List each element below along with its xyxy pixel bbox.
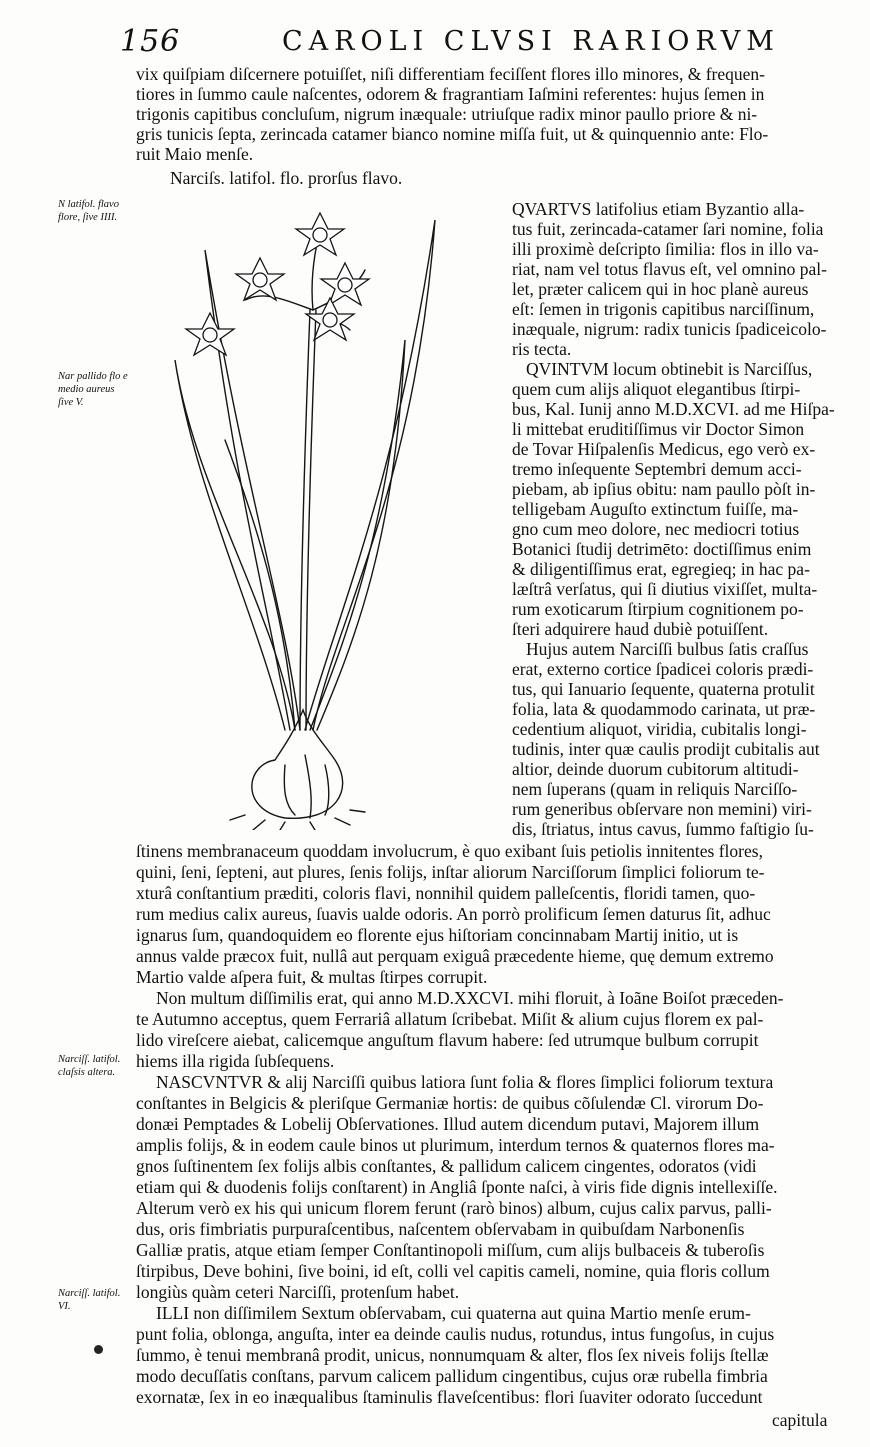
- text-line: annus valde præcox fuit, nullâ aut perquam exiguâ præcedente hieme, quę demum extremo: [136, 946, 774, 966]
- text-line: punt folia, oblonga, anguſta, inter ea deinde caulis nudus, rotundus, intus fungoſus, in cujus: [136, 1324, 775, 1344]
- text-line: & diligentiſſimus erat, egregieq; in hac pa-: [512, 559, 810, 579]
- text-line: hiems illa rigida ſubſequens.: [136, 1051, 335, 1071]
- text-line: quini, ſeni, ſepteni, aut plures, ſenis folijs, inſtar aliorum Narciſſorum ſimplici foliorum te-: [136, 862, 765, 882]
- running-title: CAROLI CLVSI RARIORVM: [282, 26, 780, 57]
- text-line: QVINTVM locum obtinebit is Narciſſus,: [526, 359, 813, 379]
- narcissus-woodcut-illustration: [135, 190, 500, 830]
- text-line: ſtirpibus, Deve bohini, ſive boini, id eſt, colli vel capitis cameli, nomine, quia floris collum: [136, 1261, 770, 1281]
- text-line: Non multum diſſimilis erat, qui anno M.D.XXCVI. mihi floruit, à Ioãne Boiſot præceden-: [156, 988, 784, 1008]
- text-line: vix quiſpiam diſcernere potuiſſet, niſi differentiam feciſſent flores illo minores, & frequen-: [136, 64, 766, 84]
- text-line: quem cum alijs aliquot elegantibus ſtirpi-: [512, 379, 801, 399]
- text-line: tudinis, inter quæ caulis prodijt cubitalis aut: [512, 739, 820, 759]
- text-line: ſtinens membranaceum quoddam involucrum, è quo exibant ſuis petiolis innitentes flores,: [136, 841, 763, 861]
- text-line: telligebam Auguſto extinctum fuiſſe, ma-: [512, 499, 799, 519]
- margin-note: Narciſſ. latifol. VI.: [58, 1288, 121, 1312]
- text-line: tus fuit, zerincada-catamer ſari nomine, folia: [512, 219, 824, 239]
- text-line: tus, qui Ianuario ſequente, quaterna protulit: [512, 679, 815, 699]
- text-line: de Tovar Hiſpalenſis Medicus, ego verò ex-: [512, 439, 816, 459]
- text-line: riat, nam vel totus flavus eſt, vel omnino pal-: [512, 259, 827, 279]
- text-line: rum exoticarum ſtirpium cognitionem po-: [512, 599, 804, 619]
- text-line: cedentium aliquot, viridia, cubitalis longi-: [512, 719, 807, 739]
- text-line: eſt: ſemen in trigonis capitibus narciſſinum,: [512, 299, 815, 319]
- text-line: Hujus autem Narciſſi bulbus ſatis craſſus: [526, 639, 809, 659]
- text-line: Martio valde aſpera fuit, & multas ſtirpes corrupit.: [136, 967, 488, 987]
- ink-blot: [94, 1345, 103, 1354]
- text-line: lido vireſcere aiebat, calicemque anguſtum flavum habere: ſed utrumque bulbum corrupit: [136, 1030, 759, 1050]
- text-line: inæquale, nigrum: radix tunicis ſpadiceicolo-: [512, 319, 827, 339]
- text-line: nem ſuperans (quam in reliquis Narciſſo-: [512, 779, 798, 799]
- text-line: dis, ſtriatus, intus cavus, ſummo faſtigio ſu-: [512, 819, 814, 839]
- text-line: læſtrâ verſatus, qui ſi diutius vixiſſet, multa-: [512, 579, 818, 599]
- text-line: etiam qui & duodenis folijs conſtarent) in Angliâ ſponte naſci, à viris fide dignis intellexiſſe.: [136, 1177, 778, 1197]
- text-line: conſtantes in Belgicis & pleriſque Germaniæ hortis: de quibus cõſulendæ Cl. virorum Do-: [136, 1093, 764, 1113]
- text-line: ruit Maio menſe.: [136, 144, 254, 164]
- text-line: longiùs quàm ceteri Narciſſi, protenſum habet.: [136, 1282, 460, 1302]
- text-line: ignarus ſum, quandoquidem eo florente ejus hiſtoriam concinnabam Martij initio, ut is: [136, 925, 739, 945]
- page-header: [120, 24, 840, 60]
- text-line: donæi Pemptades & Lobelij Obſervationes. Illud autem dicendum putavi, Majorem illum: [136, 1114, 760, 1134]
- margin-note: Nar pallido flo e medio aureus ſive V.: [58, 371, 128, 408]
- text-line: erat, externo cortice ſpadicei coloris prædi-: [512, 659, 814, 679]
- text-line: gno cum meo dolore, nec mediocri totius: [512, 519, 800, 539]
- text-line: NASCVNTVR & alij Narciſſi quibus latiora ſunt folia & flores ſimplici foliorum textura: [156, 1072, 774, 1092]
- text-line: QVARTVS latifolius etiam Byzantio alla-: [512, 199, 805, 219]
- text-line: illi proximè deſcripto ſimilia: flos in illo va-: [512, 239, 819, 259]
- text-line: exornatæ, ſex in eo inæqualibus ſtaminulis flaveſcentibus: flori ſuaviter odorato ſuccedunt: [136, 1387, 763, 1407]
- text-line: Alterum verò ex his qui unicum florem ferunt (rarò binos) album, cujus calix parvus, palli-: [136, 1198, 772, 1218]
- text-line: rum medius calix aureus, ſuavis ualde odoris. An porrò prolificum ſemen daturus ſit, adhuc: [136, 904, 771, 924]
- text-line: dus, oris fimbriatis purpuraſcentibus, naſcentem obſervabam in quibuſdam Narbonenſis: [136, 1219, 745, 1239]
- text-line: amplis folijs, & in eodem caule binos ut plurimum, interdum ternos & quaternos flores ma-: [136, 1135, 775, 1155]
- text-line: let, præter calicem qui in hoc planè aureus: [512, 279, 809, 299]
- page-number: 156: [120, 24, 181, 59]
- text-line: Galliæ pratis, atque etiam ſemper Conſtantinopoli miſſum, cum alijs bulbaceis & tuberoſis: [136, 1240, 765, 1260]
- text-line: altior, deinde duorum cubitorum altitudi-: [512, 759, 799, 779]
- text-line: modo decuſſatis conſtans, parvum calicem pallidum cingentibus, cujus oræ rubella fimbria: [136, 1366, 768, 1386]
- text-line: piebam, ab ipſius obitu: nam paullo pòſt in-: [512, 479, 816, 499]
- text-line: tiores in ſummo caule naſcentes, odorem & fragrantiam Iaſmini referentes: hujus ſemen in: [136, 84, 765, 104]
- text-line: gnos ſuſtinentem ſex folijs albis conſtantes, & pallidum calicem cingentes, odoratos (vidi: [136, 1156, 757, 1176]
- margin-note: N latifol. flavo flore, ſive IIII.: [58, 199, 119, 223]
- text-line: folia, lata & quodammodo carinata, ut præ-: [512, 699, 816, 719]
- text-line: ILLI non diſſimilem Sextum obſervabam, cui quaterna aut quina Martio menſe erum-: [156, 1303, 751, 1323]
- text-line: gris tunicis ſepta, zerincada catamer bianco nomine miſſa fuit, ut & quinquennio ante: Flo-: [136, 124, 769, 144]
- text-line: bus, Kal. Iunij anno M.D.XCVI. ad me Hiſpa-: [512, 399, 835, 419]
- figure-caption: Narciſs. latifol. flo. prorſus flavo.: [170, 168, 403, 188]
- text-line: li mittebat eruditiſſimus vir Doctor Simon: [512, 419, 805, 439]
- catchword: capitula: [772, 1410, 828, 1430]
- text-line: rum generibus obſervare non memini) viri-: [512, 799, 812, 819]
- margin-note: Narciſſ. latifol. claſsis altera.: [58, 1054, 121, 1078]
- text-line: tremo inſequente Septembri demum acci-: [512, 459, 802, 479]
- text-line: te Autumno acceptus, quem Ferrariâ allatum ſcribebat. Miſit & alium cujus florem ex pal-: [136, 1009, 764, 1029]
- text-line: trigonis capitibus concluſum, nigrum inæquale: utriuſque radix minor paullo priore & ni-: [136, 104, 758, 124]
- text-line: Botanici ſtudij detrimēto: doctiſſimus enim: [512, 539, 812, 559]
- text-line: ſteri adquirere haud dubiè potuiſſent.: [512, 619, 769, 639]
- text-line: xturâ conſtantium præditi, coloris flavi, nonnihil quidem palleſcentis, floridi tamen, quo-: [136, 883, 756, 903]
- text-line: ris tecta.: [512, 339, 572, 359]
- text-line: ſummo, è tenui membranâ prodit, unicus, nonnumquam & alter, flos ſex niveis folijs ſtellæ: [136, 1345, 769, 1365]
